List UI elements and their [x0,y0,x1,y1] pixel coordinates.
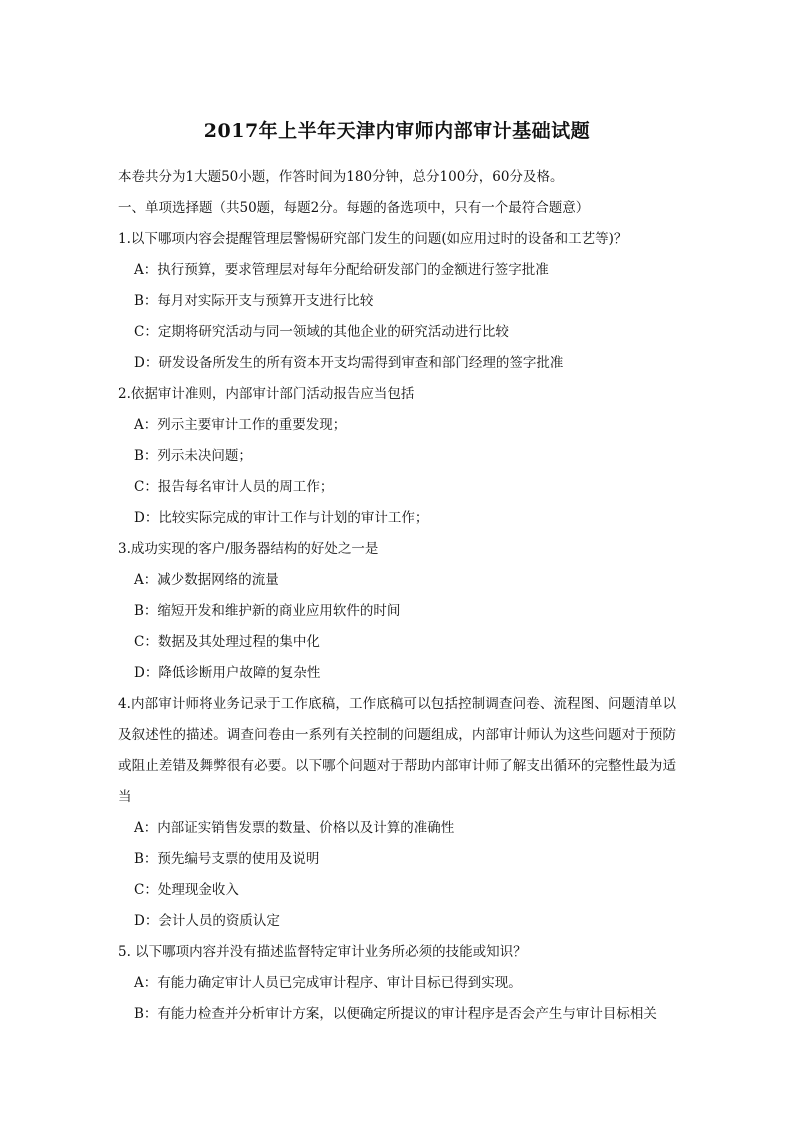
option-b: B：每月对实际开支与预算开支进行比较 [134,293,374,309]
option-b: B：有能力检查并分析审计方案，以便确定所提议的审计程序是否会产生与审计目标相关 [134,1006,657,1022]
option-c: C：报告每名审计人员的周工作； [134,479,334,495]
option-b: B：列示未决问题； [134,448,252,464]
question-stem: 3.成功实现的客户/服务器结构的好处之一是 [118,541,379,557]
question-3 [118,534,794,689]
section-header: 一、单项选择题（共50题，每题2分。每题的备选项中，只有一个最符合题意） [118,200,590,216]
question-stem: 5. 以下哪项内容并没有描述监督特定审计业务所必须的技能或知识？ [118,944,527,960]
option-a: A：列示主要审计工作的重要发现； [134,417,347,433]
question-1 [118,224,794,379]
question-stem: 1.以下哪项内容会提醒管理层警惕研究部门发生的问题(如应用过时的设备和工艺等)？ [118,231,628,247]
option-a: A：执行预算，要求管理层对每年分配给研发部门的金额进行签字批准 [134,262,549,278]
option-b: B：缩短开发和维护新的商业应用软件的时间 [134,603,401,619]
question-2 [118,379,794,534]
question-stem: 2.依据审计准则，内部审计部门活动报告应当包括 [118,386,415,402]
option-d: D：研发设备所发生的所有资本开支均需得到审查和部门经理的签字批准 [134,355,564,371]
question-5 [118,937,794,1030]
option-d: D：会计人员的资质认定 [134,913,280,929]
option-a: A：有能力确定审计人员已完成审计程序、审计目标已得到实现。 [134,975,522,991]
option-d: D：比较实际完成的审计工作与计划的审计工作； [134,510,429,526]
question-stem: 4.内部审计师将业务记录于工作底稿，工作底稿可以包括控制调查问卷、流程图、问题清单以及叙述性的描述。调查问卷由一系列有关控制的问题组成，内部审计师认为这些问题对于预防或阻止差错及舞弊很有必要。以下哪个问题对于帮助内部审计师了解支出循环的完整性最为适当 [118,696,676,805]
option-c: C：数据及其处理过程的集中化 [134,634,320,650]
option-c: C：处理现金收入 [134,882,239,898]
option-c: C：定期将研究活动与同一领域的其他企业的研究活动进行比较 [134,324,509,340]
document-title: 2017年上半年天津内审师内部审计基础试题 [203,120,591,142]
option-a: A：减少数据网络的流量 [134,572,279,588]
exam-intro: 本卷共分为1大题50小题，作答时间为180分钟，总分100分，60分及格。 [118,169,564,185]
option-a: A：内部证实销售发票的数量、价格以及计算的准确性 [134,820,455,836]
option-d: D：降低诊断用户故障的复杂性 [134,665,321,681]
option-b: B：预先编号支票的使用及说明 [134,851,320,867]
question-4 [118,689,794,937]
